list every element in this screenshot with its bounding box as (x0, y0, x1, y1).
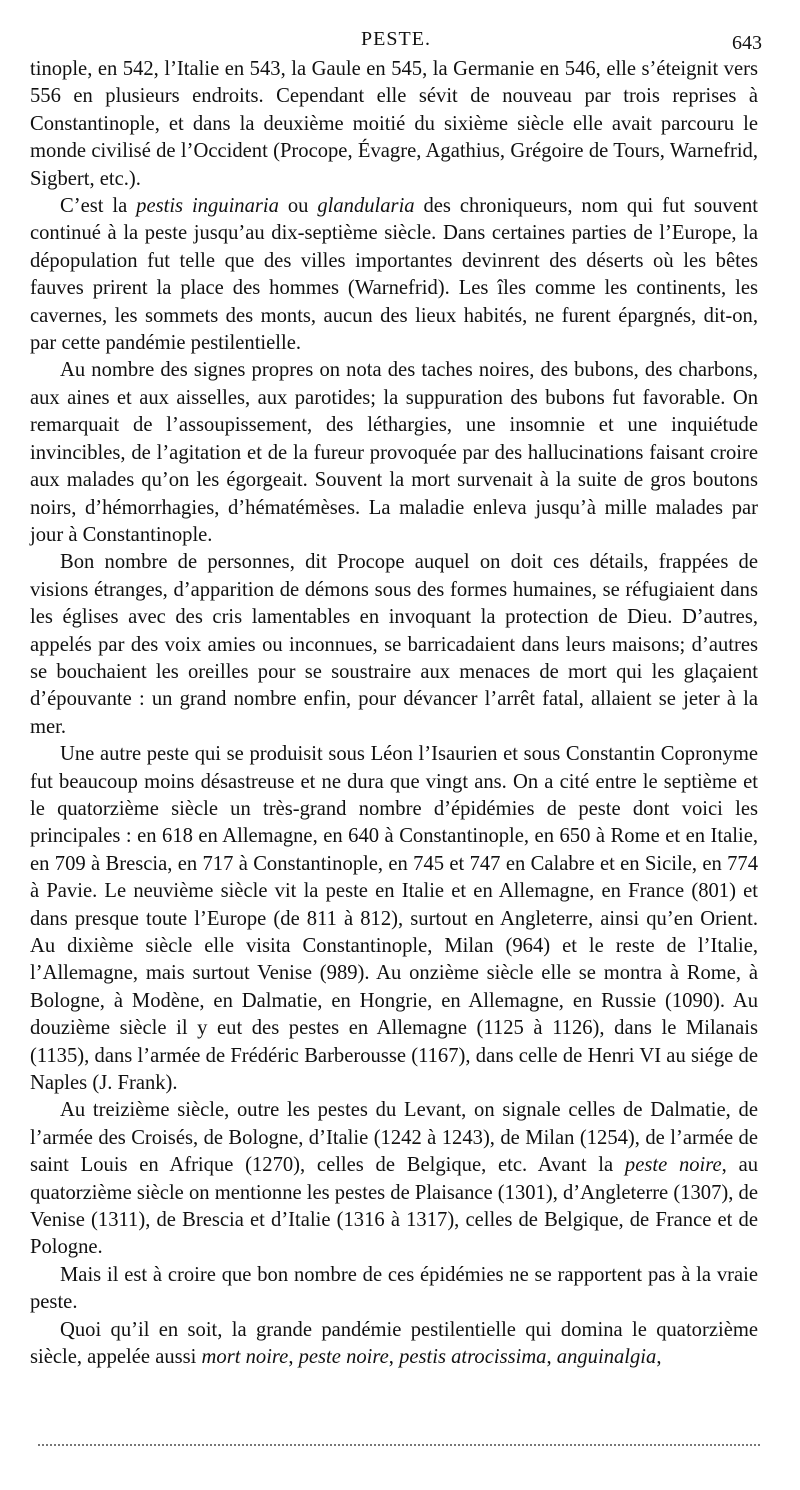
italic-term: glandularia (317, 195, 415, 218)
paragraph: Quoi qu’il en soit, la grande pandémie pestilentielle qui domina le quatorzième siècle, appelée aussi mort noire, peste noire, pestis atrocissima, anguinalgia, (30, 1318, 758, 1369)
paragraph: Au nombre des signes propres on nota des taches noires, des bubons, des charbons, aux aines et aux aisselles, aux parotides; la suppuration des bubons fut favorable. On remarquait de l’assoupissement, des léthargies, une insomnie et une inquiétude invincibles, de l’agitation et de la fureur provoquée par des hallucinations faisant croire aux malades qu’on les égorgeait. Souvent la mort survenait à la suite de gros boutons noirs, d’hémorrhagies, d’hématémèses. La maladie enleva jusqu’à mille malades par jour à Constantinople. (30, 359, 758, 546)
italic-term: pestis atrocissima (399, 1346, 547, 1369)
italic-term: peste noire (298, 1346, 389, 1369)
paragraph: Mais il est à croire que bon nombre de ces épidémies ne se rapportent pas à la vraie peste. (30, 1263, 758, 1314)
running-head (30, 28, 762, 56)
italic-term: pestis inguinaria (136, 195, 279, 218)
paragraph: tinople, en 542, l’Italie en 543, la Gaule en 545, la Germanie en 546, elle s’éteignit vers 556 en plusieurs endroits. Cependant elle sévit de nouveau par trois reprises à Constantinople, et dans la deuxième moitié du sixième siècle elle avait parcouru le monde civilisé de l’Occident (Procope, Évagre, Agathius, Grégoire de Tours, Warnefrid, Sigbert, etc.). (30, 58, 758, 190)
paragraph: Une autre peste qui se produisit sous Léon l’Isaurien et sous Constantin Copronyme fut beaucoup moins désastreuse et ne dura que vingt ans. On a cité entre le septième et le quatorzième siècle un très-grand nombre d’épidémies de peste dont voici les principales : en 618 en Allemagne, en 640 à Constantinople, en 650 à Rome et en Italie, en 709 à Brescia, en 717 à Constantinople, en 745 et 747 en Calabre et en Sicile, en 774 à Pavie. Le neuvième siècle vit la peste en Italie et en Allemagne, en France (801) et dans presque toute l’Europe (de 811 à 812), surtout en Angleterre, ainsi qu’en Orient. Au dixième siècle elle visita Constantinople, Milan (964) et le reste de l’Italie, l’Allemagne, mais surtout Venise (989). Au onzième siècle elle se montra à Rome, à Bologne, à Modène, en Dalmatie, en Hongrie, en Allemagne, en Russie (1090). Au douzième siècle il y eut des pestes en Allemagne (1125 à 1126), dans le Milanais (1135), dans l’armée de Frédéric Barberousse (1167), dans celle de Henri VI au siége de Naples (J. Frank). (30, 743, 758, 1095)
footer-dotted-rule (38, 1444, 760, 1446)
paragraph: C’est la pestis inguinaria ou glandularia des chroniqueurs, nom qui fut souvent continué à la peste jusqu’au dix-septième siècle. Dans certaines parties de l’Europe, la dépopulation fut telle que des villes importantes devinrent des déserts où les bêtes fauves prirent la place des hommes (Warnefrid). Les îles comme les continents, les cavernes, les sommets des monts, aucun des lieux habités, ne furent épargnés, dit-on, par cette pandémie pestilentielle. (30, 195, 758, 355)
running-title: PESTE. (361, 28, 431, 50)
page-number: 643 (732, 32, 762, 54)
body-text (30, 56, 758, 1372)
italic-term: anguinalgia (556, 1346, 657, 1369)
italic-term: peste noire (624, 1154, 722, 1177)
paragraph: Au treizième siècle, outre les pestes du Levant, on signale celles de Dalmatie, de l’armée des Croisés, de Bologne, d’Italie (1242 à 1243), de Milan (1254), de l’armée de saint Louis en Afrique (1270), celles de Belgique, etc. Avant la peste noire, au quatorzième siècle on mentionne les pestes de Plaisance (1301), d’Angleterre (1307), de Venise (1311), de Brescia et d’Italie (1316 à 1317), celles de Belgique, de France et de Pologne. (30, 1099, 759, 1259)
italic-term: mort noire (201, 1346, 289, 1369)
paragraph: Bon nombre de personnes, dit Procope auquel on doit ces détails, frappées de visions étranges, d’apparition de démons sous des formes humaines, se réfugiaient dans les églises avec des cris lamentables en invoquant la protection de Dieu. D’autres, appelés par des voix amies ou inconnues, se barricadaient dans leurs maisons; d’autres se bouchaient les oreilles pour se soustraire aux menaces de mort qui les glaçaient d’épouvante : un grand nombre enfin, pour dévancer l’arrêt fatal, allaient se jeter à la mer. (30, 551, 758, 738)
